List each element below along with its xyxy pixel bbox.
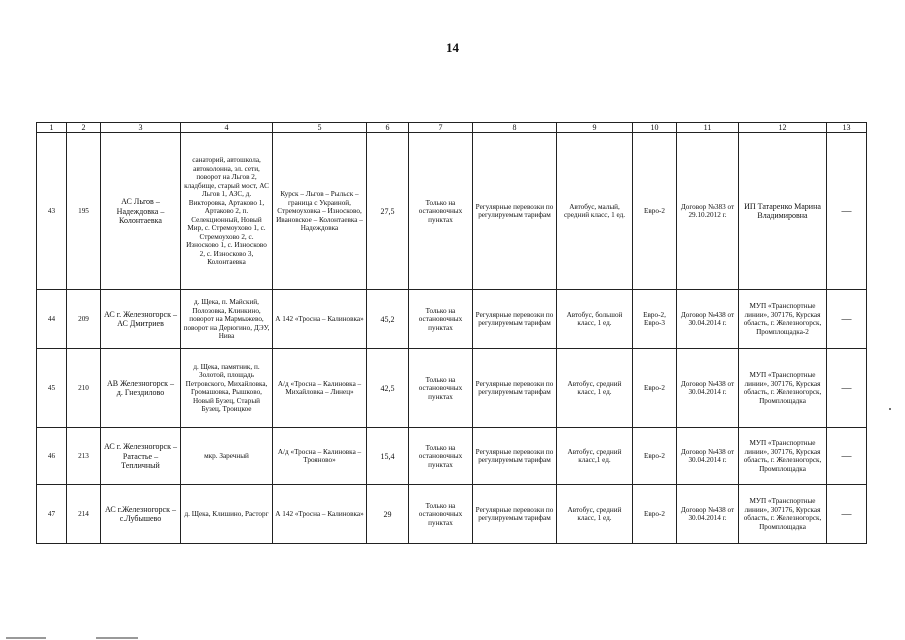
- vehicles: Автобус, средний класс,1 ед.: [557, 428, 633, 485]
- boarding-procedure: Только на остановочных пунктах: [409, 485, 473, 544]
- route-stops: д. Щека, Клишино, Расторг: [181, 485, 273, 544]
- route-stops: д. Щека, п. Майский, Полозовка, Клинкино, поворот на Мармыжево, поворот на Дерюгино, ДЭУ, Нива: [181, 290, 273, 349]
- route-name: АВ Железногорск – д. Гнездилово: [101, 349, 181, 428]
- note: —: [827, 133, 867, 290]
- column-number: 10: [633, 123, 677, 133]
- table-row: [37, 485, 867, 544]
- route-stops: д. Щека, памятник, п. Золотой, площадь Петровского, Михайловка, Громашовка, Рышково, Новый Бузец, Старый Бузец, Троицкое: [181, 349, 273, 428]
- route-name: АС г. Железногорск – АС Дмитриев: [101, 290, 181, 349]
- route-streets: А 142 «Тросна – Калиновка»: [273, 485, 367, 544]
- eco-class: Евро-2: [633, 133, 677, 290]
- eco-class: Евро-2: [633, 428, 677, 485]
- table-row: [37, 349, 867, 428]
- eco-class: Евро-2: [633, 349, 677, 428]
- boarding-procedure: Только на остановочных пунктах: [409, 428, 473, 485]
- row-number: 47: [37, 485, 67, 544]
- scan-speck: [889, 408, 891, 410]
- route-streets: А/д «Тросна – Калиновка – Михайловка – Линец»: [273, 349, 367, 428]
- column-number: 13: [827, 123, 867, 133]
- column-number: 12: [739, 123, 827, 133]
- column-number: 3: [101, 123, 181, 133]
- route-number: 195: [67, 133, 101, 290]
- route-streets: А 142 «Тросна – Калиновка»: [273, 290, 367, 349]
- table-row: [37, 428, 867, 485]
- transport-type: Регулярные перевозки по регулируемым тарифам: [473, 485, 557, 544]
- note: —: [827, 485, 867, 544]
- carrier: МУП «Транспортные линии», 307176, Курская область, г. Железногорск, Промплощадка: [739, 428, 827, 485]
- column-number: 5: [273, 123, 367, 133]
- eco-class: Евро-2: [633, 485, 677, 544]
- route-stops: санаторий, автошкола, автоколонна, эл. сети, поворот на Льгов 2, кладбище, старый мост, АС Льгов 1, АЗС, д. Викторовка, Артаково 1, Артаково 2, п. Селекционный, Новый Мир, с. Стремоухово 1, с. Стремоухово 2, с. Износково 1, с. Износково 2, с. Износково 3, Колонтаевка: [181, 133, 273, 290]
- route-name: АС г. Железногорск – Ратастье – Тепличный: [101, 428, 181, 485]
- route-length: 29: [367, 485, 409, 544]
- column-number: 2: [67, 123, 101, 133]
- route-length: 15,4: [367, 428, 409, 485]
- transport-type: Регулярные перевозки по регулируемым тарифам: [473, 349, 557, 428]
- vehicles: Автобус, большой класс, 1 ед.: [557, 290, 633, 349]
- transport-type: Регулярные перевозки по регулируемым тарифам: [473, 290, 557, 349]
- row-number: 43: [37, 133, 67, 290]
- column-number: 6: [367, 123, 409, 133]
- column-number: 1: [37, 123, 67, 133]
- page-number: 14: [446, 40, 459, 55]
- column-number: 4: [181, 123, 273, 133]
- contract: Договор №383 от 29.10.2012 г.: [677, 133, 739, 290]
- eco-class: Евро-2, Евро-3: [633, 290, 677, 349]
- route-number: 210: [67, 349, 101, 428]
- carrier: ИП Татаренко Марина Владимировна: [739, 133, 827, 290]
- scan-edge-mark: [96, 637, 138, 639]
- route-stops: мкр. Заречный: [181, 428, 273, 485]
- boarding-procedure: Только на остановочных пунктах: [409, 133, 473, 290]
- vehicles: Автобус, средний класс, 1 ед.: [557, 349, 633, 428]
- route-streets: А/д «Тросна – Калиновка – Трояново»: [273, 428, 367, 485]
- route-number: 214: [67, 485, 101, 544]
- note: —: [827, 290, 867, 349]
- boarding-procedure: Только на остановочных пунктах: [409, 290, 473, 349]
- column-number: 7: [409, 123, 473, 133]
- contract: Договор №438 от 30.04.2014 г.: [677, 290, 739, 349]
- route-streets: Курск – Льгов – Рыльск – граница с Украиной, Стремоуховка – Износково, Ивановское – Колонтаевка – Надеждовка: [273, 133, 367, 290]
- column-number-row: [37, 123, 867, 133]
- vehicles: Автобус, средний класс, 1 ед.: [557, 485, 633, 544]
- routes-table: [36, 122, 867, 544]
- row-number: 45: [37, 349, 67, 428]
- table-row: [37, 133, 867, 290]
- carrier: МУП «Транспортные линии», 307176, Курская область, г. Железногорск, Промплощадка: [739, 349, 827, 428]
- vehicles: Автобус, малый, средний класс, 1 ед.: [557, 133, 633, 290]
- scan-edge-mark: [6, 637, 46, 639]
- note: —: [827, 349, 867, 428]
- column-number: 11: [677, 123, 739, 133]
- carrier: МУП «Транспортные линии», 307176, Курская область, г. Железногорск, Промплощадка: [739, 485, 827, 544]
- transport-type: Регулярные перевозки по регулируемым тарифам: [473, 133, 557, 290]
- contract: Договор №438 от 30.04.2014 г.: [677, 349, 739, 428]
- table-row: [37, 290, 867, 349]
- route-length: 45,2: [367, 290, 409, 349]
- route-length: 27,5: [367, 133, 409, 290]
- contract: Договор №438 от 30.04.2014 г.: [677, 485, 739, 544]
- route-number: 213: [67, 428, 101, 485]
- carrier: МУП «Транспортные линии», 307176, Курская область, г. Железногорск, Промплощадка-2: [739, 290, 827, 349]
- route-name: АС Льгов – Надеждовка – Колонтаевка: [101, 133, 181, 290]
- note: —: [827, 428, 867, 485]
- boarding-procedure: Только на остановочных пунктах: [409, 349, 473, 428]
- contract: Договор №438 от 30.04.2014 г.: [677, 428, 739, 485]
- route-number: 209: [67, 290, 101, 349]
- column-number: 8: [473, 123, 557, 133]
- row-number: 46: [37, 428, 67, 485]
- row-number: 44: [37, 290, 67, 349]
- transport-type: Регулярные перевозки по регулируемым тарифам: [473, 428, 557, 485]
- route-name: АС г.Железногорск – с.Лубышево: [101, 485, 181, 544]
- column-number: 9: [557, 123, 633, 133]
- route-length: 42,5: [367, 349, 409, 428]
